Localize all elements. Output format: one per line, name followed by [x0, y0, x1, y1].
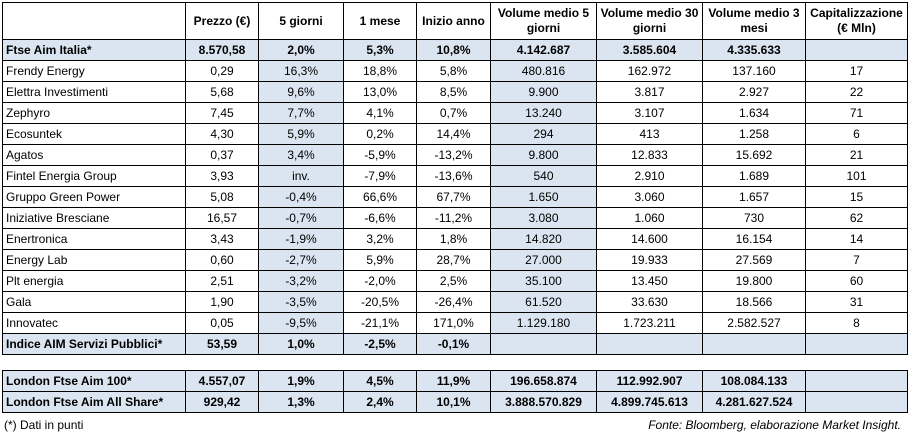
- table-cell: [806, 40, 908, 61]
- table-row: [3, 208, 908, 229]
- table-row: [3, 145, 908, 166]
- table-cell: 18,8%: [344, 61, 417, 82]
- table-cell: 14: [806, 229, 908, 250]
- row-label: Frendy Energy: [3, 61, 186, 82]
- table-cell: Capitalizzazione (€ Mln): [806, 3, 908, 40]
- table-cell: 0,37: [186, 145, 259, 166]
- row-label: Zephyro: [3, 103, 186, 124]
- row-label: Plt energia: [3, 271, 186, 292]
- table-cell: 1.129.180: [491, 313, 597, 334]
- table-cell: 5,8%: [417, 61, 491, 82]
- table-cell: 5,3%: [344, 40, 417, 61]
- table-cell: [597, 334, 703, 355]
- table-cell: 730: [703, 208, 806, 229]
- row-label: Iniziative Bresciane: [3, 208, 186, 229]
- table-cell: 13.450: [597, 271, 703, 292]
- table-cell: 6: [806, 124, 908, 145]
- table-cell: 1.258: [703, 124, 806, 145]
- table-cell: 171,0%: [417, 313, 491, 334]
- table-cell: 2,51: [186, 271, 259, 292]
- table-cell: 9.800: [491, 145, 597, 166]
- table-cell: 1.723.211: [597, 313, 703, 334]
- row-label: Ecosuntek: [3, 124, 186, 145]
- table-cell: [806, 334, 908, 355]
- table-cell: 7: [806, 250, 908, 271]
- table-row: [3, 292, 908, 313]
- table-cell: 15: [806, 187, 908, 208]
- table-cell: 4,30: [186, 124, 259, 145]
- row-label: Fintel Energia Group: [3, 166, 186, 187]
- table-cell: 480.816: [491, 61, 597, 82]
- london-row: [3, 371, 908, 392]
- table-cell: 2,5%: [417, 271, 491, 292]
- table-cell: -7,9%: [344, 166, 417, 187]
- spacer-row: [3, 355, 908, 371]
- table-cell: 33.630: [597, 292, 703, 313]
- table-row: [3, 124, 908, 145]
- table-cell: 60: [806, 271, 908, 292]
- spacer-cell: [597, 355, 703, 371]
- spacer-cell: [259, 355, 344, 371]
- table-cell: 62: [806, 208, 908, 229]
- table-cell: Volume medio 30 giorni: [597, 3, 703, 40]
- row-label: [3, 3, 186, 40]
- table-cell: 13.240: [491, 103, 597, 124]
- table-cell: 71: [806, 103, 908, 124]
- table-cell: Volume medio 3 mesi: [703, 3, 806, 40]
- table-cell: 1 mese: [344, 3, 417, 40]
- table-cell: 4.899.745.613: [597, 392, 703, 413]
- row-label: Elettra Investimenti: [3, 82, 186, 103]
- table-cell: 108.084.133: [703, 371, 806, 392]
- table-cell: 2.582.527: [703, 313, 806, 334]
- table-cell: 3,4%: [259, 145, 344, 166]
- table-cell: 15.692: [703, 145, 806, 166]
- table-cell: 7,45: [186, 103, 259, 124]
- table-cell: 1,9%: [259, 371, 344, 392]
- row-label: Gala: [3, 292, 186, 313]
- table-cell: Volume medio 5 giorni: [491, 3, 597, 40]
- row-label: London Ftse Aim All Share*: [3, 392, 186, 413]
- table-cell: 196.658.874: [491, 371, 597, 392]
- table-cell: 21: [806, 145, 908, 166]
- table-cell: -11,2%: [417, 208, 491, 229]
- table-cell: 3.817: [597, 82, 703, 103]
- table-cell: 67,7%: [417, 187, 491, 208]
- table-cell: 1,3%: [259, 392, 344, 413]
- table-row: [3, 187, 908, 208]
- table-cell: 53,59: [186, 334, 259, 355]
- table-cell: 1.634: [703, 103, 806, 124]
- table-cell: 101: [806, 166, 908, 187]
- table-cell: 27.000: [491, 250, 597, 271]
- table-cell: 540: [491, 166, 597, 187]
- table-cell: 7,7%: [259, 103, 344, 124]
- table-cell: [806, 392, 908, 413]
- table-cell: 27.569: [703, 250, 806, 271]
- table-row: [3, 271, 908, 292]
- table-cell: 31: [806, 292, 908, 313]
- table-cell: 5,08: [186, 187, 259, 208]
- header-row: [3, 3, 908, 40]
- table-cell: 35.100: [491, 271, 597, 292]
- table-cell: 19.933: [597, 250, 703, 271]
- table-cell: 4,1%: [344, 103, 417, 124]
- row-label: London Ftse Aim 100*: [3, 371, 186, 392]
- index-row: [3, 40, 908, 61]
- table-cell: 28,7%: [417, 250, 491, 271]
- table-cell: 4.142.687: [491, 40, 597, 61]
- table-cell: 2.910: [597, 166, 703, 187]
- spacer-cell: [703, 355, 806, 371]
- table-cell: 8: [806, 313, 908, 334]
- table-cell: 3.585.604: [597, 40, 703, 61]
- table-cell: [806, 371, 908, 392]
- table-cell: 2,4%: [344, 392, 417, 413]
- table-cell: [703, 334, 806, 355]
- row-label: Ftse Aim Italia*: [3, 40, 186, 61]
- spacer-cell: [491, 355, 597, 371]
- table-cell: 1,8%: [417, 229, 491, 250]
- market-table: [2, 2, 908, 413]
- table-row: [3, 313, 908, 334]
- table-cell: 9.900: [491, 82, 597, 103]
- table-row: [3, 166, 908, 187]
- aim-index-row: [3, 334, 908, 355]
- table-cell: 1,0%: [259, 334, 344, 355]
- table-row: [3, 82, 908, 103]
- table-cell: 0,7%: [417, 103, 491, 124]
- row-label: Agatos: [3, 145, 186, 166]
- table-cell: -0,4%: [259, 187, 344, 208]
- table-cell: 12.833: [597, 145, 703, 166]
- table-cell: 1.650: [491, 187, 597, 208]
- table-cell: -20,5%: [344, 292, 417, 313]
- spacer-cell: [806, 355, 908, 371]
- table-cell: 5 giorni: [259, 3, 344, 40]
- table-cell: 413: [597, 124, 703, 145]
- table-cell: Prezzo (€): [186, 3, 259, 40]
- table-cell: -13,2%: [417, 145, 491, 166]
- table-cell: 0,60: [186, 250, 259, 271]
- table-cell: 16,57: [186, 208, 259, 229]
- table-cell: 14,4%: [417, 124, 491, 145]
- table-cell: 1,90: [186, 292, 259, 313]
- table-cell: 17: [806, 61, 908, 82]
- row-label: Innovatec: [3, 313, 186, 334]
- table-cell: 19.800: [703, 271, 806, 292]
- row-label: Gruppo Green Power: [3, 187, 186, 208]
- table-cell: 16,3%: [259, 61, 344, 82]
- table-cell: -26,4%: [417, 292, 491, 313]
- table-cell: 66,6%: [344, 187, 417, 208]
- table-cell: 3.888.570.829: [491, 392, 597, 413]
- spacer-cell: [417, 355, 491, 371]
- table-cell: 2,0%: [259, 40, 344, 61]
- table-cell: 3.060: [597, 187, 703, 208]
- table-cell: 10,8%: [417, 40, 491, 61]
- table-cell: 5,68: [186, 82, 259, 103]
- table-cell: 929,42: [186, 392, 259, 413]
- table-cell: 10,1%: [417, 392, 491, 413]
- table-cell: 4.557,07: [186, 371, 259, 392]
- table-cell: -2,5%: [344, 334, 417, 355]
- table-cell: 8,5%: [417, 82, 491, 103]
- table-row: [3, 103, 908, 124]
- table-cell: 0,05: [186, 313, 259, 334]
- table-cell: 5,9%: [259, 124, 344, 145]
- table-cell: 0,29: [186, 61, 259, 82]
- table-cell: 8.570,58: [186, 40, 259, 61]
- table-cell: 9,6%: [259, 82, 344, 103]
- table-cell: 18.566: [703, 292, 806, 313]
- table-cell: Inizio anno: [417, 3, 491, 40]
- table-row: [3, 61, 908, 82]
- table-cell: 3,2%: [344, 229, 417, 250]
- table-cell: 3.107: [597, 103, 703, 124]
- table-cell: 5,9%: [344, 250, 417, 271]
- table-cell: 3.080: [491, 208, 597, 229]
- table-cell: 61.520: [491, 292, 597, 313]
- table-cell: 2.927: [703, 82, 806, 103]
- table-cell: 16.154: [703, 229, 806, 250]
- table-cell: 4,5%: [344, 371, 417, 392]
- table-cell: 11,9%: [417, 371, 491, 392]
- table-cell: [491, 334, 597, 355]
- table-cell: 3,93: [186, 166, 259, 187]
- table-cell: 4.281.627.524: [703, 392, 806, 413]
- table-cell: -21,1%: [344, 313, 417, 334]
- london-row: [3, 392, 908, 413]
- table-cell: -2,0%: [344, 271, 417, 292]
- table-cell: -13,6%: [417, 166, 491, 187]
- table-cell: -5,9%: [344, 145, 417, 166]
- spacer-cell: [344, 355, 417, 371]
- table-row: [3, 250, 908, 271]
- row-label: Energy Lab: [3, 250, 186, 271]
- table-cell: 112.992.907: [597, 371, 703, 392]
- table-cell: 22: [806, 82, 908, 103]
- table-cell: 1.689: [703, 166, 806, 187]
- table-cell: 137.160: [703, 61, 806, 82]
- table-cell: -9,5%: [259, 313, 344, 334]
- table-cell: -1,9%: [259, 229, 344, 250]
- table-cell: 13,0%: [344, 82, 417, 103]
- spacer-cell: [186, 355, 259, 371]
- spacer-cell: [3, 355, 186, 371]
- table-cell: 294: [491, 124, 597, 145]
- table-cell: 3,43: [186, 229, 259, 250]
- table-cell: 4.335.633: [703, 40, 806, 61]
- table-cell: 0,2%: [344, 124, 417, 145]
- table-cell: inv.: [259, 166, 344, 187]
- footnote: (*) Dati in punti: [4, 418, 84, 432]
- table-cell: -0,1%: [417, 334, 491, 355]
- table-cell: 1.657: [703, 187, 806, 208]
- table-cell: 1.060: [597, 208, 703, 229]
- table-cell: -0,7%: [259, 208, 344, 229]
- table-cell: 162.972: [597, 61, 703, 82]
- table-cell: -2,7%: [259, 250, 344, 271]
- row-label: Indice AIM Servizi Pubblici*: [3, 334, 186, 355]
- table-cell: 14.600: [597, 229, 703, 250]
- source-note: Fonte: Bloomberg, elaborazione Market Insight.: [648, 418, 901, 432]
- table-cell: -6,6%: [344, 208, 417, 229]
- table-cell: 14.820: [491, 229, 597, 250]
- table-cell: -3,2%: [259, 271, 344, 292]
- table-cell: -3,5%: [259, 292, 344, 313]
- table-row: [3, 229, 908, 250]
- row-label: Enertronica: [3, 229, 186, 250]
